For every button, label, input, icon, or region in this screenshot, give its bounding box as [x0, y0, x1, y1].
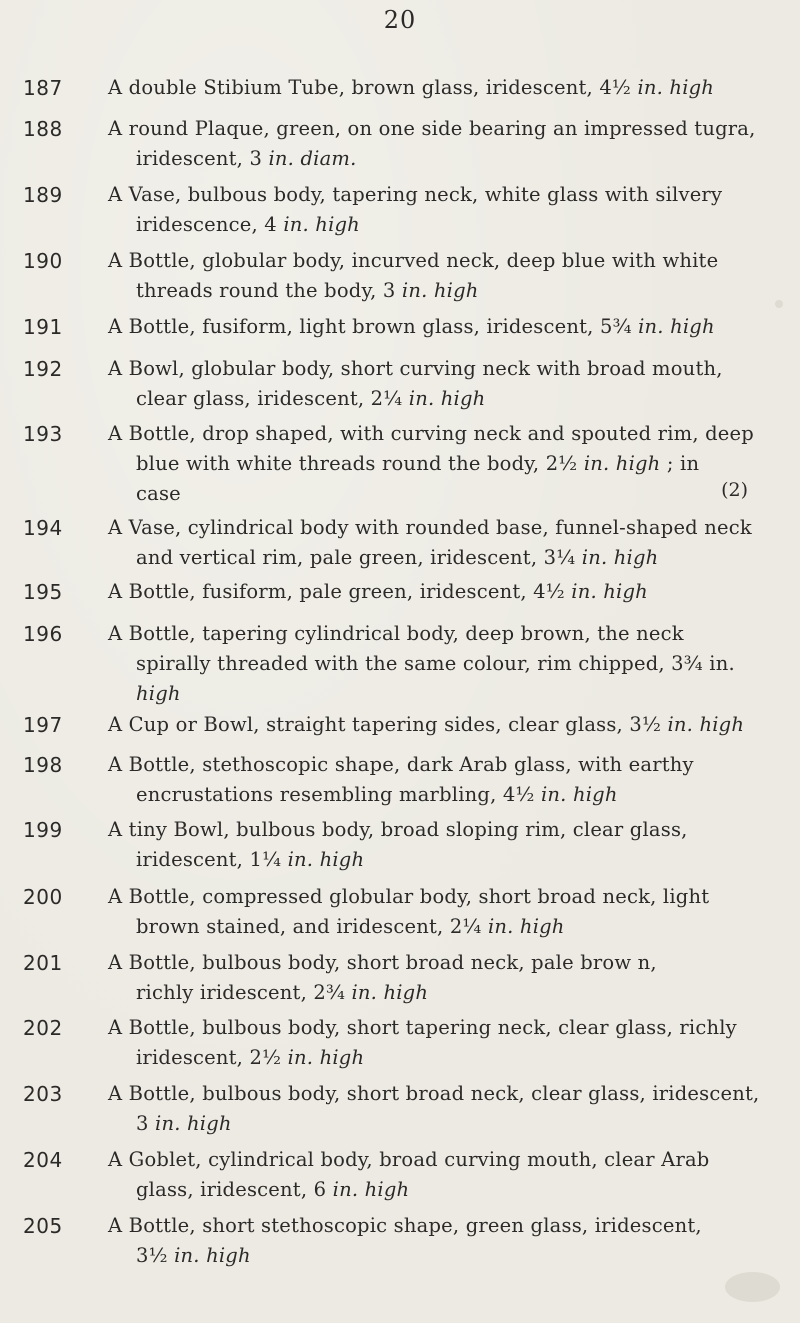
lot-number: 194: [23, 516, 63, 540]
lot-description: [108, 114, 788, 174]
description-line: A Bottle, tapering cylindrical body, deep brown, the neck: [108, 622, 684, 645]
lot-description: [108, 710, 788, 740]
description-line: A round Plaque, green, on one side bearing an impressed tugra,: [108, 117, 756, 140]
lot-number: 187: [23, 76, 63, 100]
description-line: A Bottle, stethoscopic shape, dark Arab glass, with earthy: [108, 753, 694, 776]
description-line: A Bowl, globular body, short curving neck with broad mouth,: [108, 357, 723, 380]
lot-number: 190: [23, 249, 63, 273]
lot-description: [108, 354, 788, 414]
description-line: and vertical rim, pale green, iridescent, 3¼ in. high: [136, 546, 659, 569]
lot-description: [108, 619, 788, 709]
lot-number: 199: [23, 818, 63, 842]
page-number: 20: [383, 6, 417, 34]
description-line: A Vase, bulbous body, tapering neck, white glass with silvery: [108, 183, 723, 206]
description-line: A Bottle, fusiform, pale green, iridescent, 4½ in. high: [108, 580, 648, 603]
description-line: blue with white threads round the body, 2½ in. high ; in: [136, 452, 700, 475]
lot-description: [108, 1079, 788, 1139]
description-line: A Bottle, compressed globular body, short broad neck, light: [108, 885, 710, 908]
lot-description: [108, 1013, 788, 1073]
description-line: A Vase, cylindrical body with rounded base, funnel-shaped neck: [108, 516, 752, 539]
description-line: richly iridescent, 2¾ in. high: [136, 981, 429, 1004]
description-line: A Bottle, bulbous body, short broad neck, pale brow n,: [108, 951, 657, 974]
lot-description: [108, 815, 788, 875]
description-line: glass, iridescent, 6 in. high: [136, 1178, 410, 1201]
lot-description: [108, 882, 788, 942]
lot-description: [108, 948, 788, 1008]
description-line: iridescence, 4 in. high: [136, 213, 360, 236]
lot-number: 197: [23, 713, 63, 737]
lot-number: 192: [23, 357, 63, 381]
description-line: iridescent, 1¼ in. high: [136, 848, 365, 871]
description-line: A Bottle, bulbous body, short broad neck, clear glass, iridescent,: [108, 1082, 760, 1105]
description-line: 3 in. high: [136, 1112, 232, 1135]
lot-number: 191: [23, 315, 63, 339]
lot-number: 204: [23, 1148, 63, 1172]
description-line: brown stained, and iridescent, 2¼ in. high: [136, 915, 565, 938]
lot-description: [108, 1145, 788, 1205]
paper-stain: [725, 1272, 780, 1302]
lot-description: [108, 246, 788, 306]
description-line: case: [136, 482, 181, 505]
lot-number: 193: [23, 422, 63, 446]
lot-number: 196: [23, 622, 63, 646]
description-line: high: [136, 682, 181, 705]
description-line: A Bottle, drop shaped, with curving neck and spouted rim, deep: [108, 422, 754, 445]
lot-description: [108, 180, 788, 240]
description-line: A Bottle, short stethoscopic shape, green glass, iridescent,: [108, 1214, 702, 1237]
description-line: spirally threaded with the same colour, rim chipped, 3¾ in.: [136, 652, 735, 675]
lot-number: 195: [23, 580, 63, 604]
lot-quantity: (2): [721, 479, 748, 501]
description-line: A Bottle, fusiform, light brown glass, iridescent, 5¾ in. high: [108, 315, 715, 338]
description-line: iridescent, 3 in. diam.: [136, 147, 357, 170]
lot-number: 203: [23, 1082, 63, 1106]
lot-number: 201: [23, 951, 63, 975]
description-line: A tiny Bowl, bulbous body, broad sloping rim, clear glass,: [108, 818, 688, 841]
lot-number: 189: [23, 183, 63, 207]
description-line: A Cup or Bowl, straight tapering sides, clear glass, 3½ in. high: [108, 713, 745, 736]
lot-number: 188: [23, 117, 63, 141]
description-line: A Bottle, bulbous body, short tapering neck, clear glass, richly: [108, 1016, 737, 1039]
paper-stain: [775, 300, 783, 308]
lot-description: [108, 750, 788, 810]
lot-number: 198: [23, 753, 63, 777]
lot-description: [108, 312, 788, 342]
description-line: A double Stibium Tube, brown glass, iridescent, 4½ in. high: [108, 76, 715, 99]
lot-number: 200: [23, 885, 63, 909]
lot-description: [108, 577, 788, 607]
description-line: clear glass, iridescent, 2¼ in. high: [136, 387, 486, 410]
lot-number: 205: [23, 1214, 63, 1238]
description-line: 3½ in. high: [136, 1244, 251, 1267]
lot-description: [108, 513, 788, 573]
description-line: threads round the body, 3 in. high: [136, 279, 479, 302]
lot-description: [108, 419, 788, 509]
description-line: iridescent, 2½ in. high: [136, 1046, 365, 1069]
lot-description: [108, 1211, 788, 1271]
description-line: A Goblet, cylindrical body, broad curving mouth, clear Arab: [108, 1148, 710, 1171]
description-line: encrustations resembling marbling, 4½ in. high: [136, 783, 618, 806]
lot-number: 202: [23, 1016, 63, 1040]
description-line: A Bottle, globular body, incurved neck, deep blue with white: [108, 249, 719, 272]
lot-description: [108, 73, 788, 103]
